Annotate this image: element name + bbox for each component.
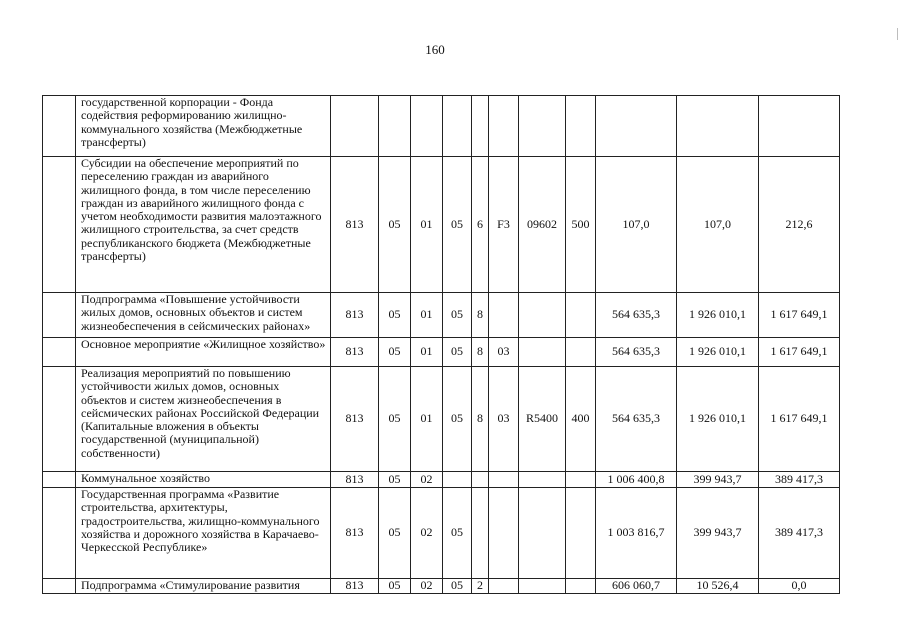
amount-year-1-cell: 107,0 bbox=[596, 157, 677, 293]
subprogram-code-cell: 6 bbox=[472, 157, 489, 293]
amount-year-3-cell: 212,6 bbox=[759, 157, 840, 293]
amount-year-3-cell: 389 417,3 bbox=[759, 472, 840, 488]
subsection-code-cell: 01 bbox=[411, 367, 443, 472]
subprogram-code-cell: 8 bbox=[472, 338, 489, 367]
amount-year-2-cell: 1 926 010,1 bbox=[677, 293, 759, 338]
subprogram-code-cell: 2 bbox=[472, 579, 489, 594]
program-code-cell bbox=[443, 472, 472, 488]
item-name-cell: Подпрограмма «Стимулирование развития bbox=[76, 579, 331, 594]
ministry-code-cell: 813 bbox=[331, 338, 379, 367]
blank-cell bbox=[43, 338, 76, 367]
expense-type-code-cell bbox=[566, 579, 596, 594]
main-activity-code-cell bbox=[489, 96, 519, 157]
ministry-code-cell bbox=[331, 96, 379, 157]
expense-direction-code-cell: 09602 bbox=[519, 157, 566, 293]
budget-table bbox=[42, 95, 840, 594]
subprogram-code-cell bbox=[472, 488, 489, 579]
expense-direction-code-cell bbox=[519, 472, 566, 488]
amount-year-1-cell: 564 635,3 bbox=[596, 367, 677, 472]
section-code-cell: 05 bbox=[379, 367, 411, 472]
table-row bbox=[43, 579, 840, 594]
ministry-code-cell: 813 bbox=[331, 367, 379, 472]
item-name-cell: Основное мероприятие «Жилищное хозяйство» bbox=[76, 338, 331, 367]
main-activity-code-cell bbox=[489, 293, 519, 338]
program-code-cell: 05 bbox=[443, 157, 472, 293]
program-code-cell: 05 bbox=[443, 338, 472, 367]
amount-year-2-cell: 1 926 010,1 bbox=[677, 367, 759, 472]
ministry-code-cell: 813 bbox=[331, 579, 379, 594]
main-activity-code-cell bbox=[489, 472, 519, 488]
amount-year-3-cell: 389 417,3 bbox=[759, 488, 840, 579]
subprogram-code-cell bbox=[472, 96, 489, 157]
expense-type-code-cell: 500 bbox=[566, 157, 596, 293]
ministry-code-cell: 813 bbox=[331, 293, 379, 338]
section-code-cell: 05 bbox=[379, 579, 411, 594]
section-code-cell: 05 bbox=[379, 338, 411, 367]
expense-type-code-cell bbox=[566, 488, 596, 579]
ministry-code-cell: 813 bbox=[331, 157, 379, 293]
edge-mark bbox=[897, 28, 898, 40]
amount-year-3-cell bbox=[759, 96, 840, 157]
amount-year-2-cell: 399 943,7 bbox=[677, 488, 759, 579]
amount-year-1-cell: 1 003 816,7 bbox=[596, 488, 677, 579]
item-name-cell: Реализация мероприятий по повышению устойчивости жилых домов, основных объектов и систем жизнеобеспечения в сейсмических районах Российской Федерации (Капитальные вложения в объекты государственной (муниципальной) собственности) bbox=[76, 367, 331, 472]
subprogram-code-cell: 8 bbox=[472, 293, 489, 338]
item-name-cell: Подпрограмма «Повышение устойчивости жилых домов, основных объектов и систем жизнеобеспечения в сейсмических районах» bbox=[76, 293, 331, 338]
subsection-code-cell bbox=[411, 96, 443, 157]
amount-year-1-cell: 1 006 400,8 bbox=[596, 472, 677, 488]
ministry-code-cell: 813 bbox=[331, 488, 379, 579]
amount-year-1-cell bbox=[596, 96, 677, 157]
amount-year-1-cell: 564 635,3 bbox=[596, 338, 677, 367]
blank-cell bbox=[43, 157, 76, 293]
expense-type-code-cell: 400 bbox=[566, 367, 596, 472]
table-row bbox=[43, 338, 840, 367]
table-row bbox=[43, 472, 840, 488]
blank-cell bbox=[43, 367, 76, 472]
item-name-cell: Государственная программа «Развитие строительства, архитектуры, градостроительства, жилищно-коммунального хозяйства и дорожного хозяйства в Карачаево-Черкесской Республике» bbox=[76, 488, 331, 579]
subsection-code-cell: 02 bbox=[411, 472, 443, 488]
blank-cell bbox=[43, 293, 76, 338]
amount-year-1-cell: 606 060,7 bbox=[596, 579, 677, 594]
expense-type-code-cell bbox=[566, 472, 596, 488]
blank-cell bbox=[43, 579, 76, 594]
subsection-code-cell: 01 bbox=[411, 338, 443, 367]
subsection-code-cell: 01 bbox=[411, 157, 443, 293]
section-code-cell: 05 bbox=[379, 157, 411, 293]
expense-direction-code-cell bbox=[519, 579, 566, 594]
blank-cell bbox=[43, 488, 76, 579]
program-code-cell bbox=[443, 96, 472, 157]
table-row bbox=[43, 488, 840, 579]
expense-direction-code-cell bbox=[519, 488, 566, 579]
amount-year-1-cell: 564 635,3 bbox=[596, 293, 677, 338]
item-name-cell: Коммунальное хозяйство bbox=[76, 472, 331, 488]
section-code-cell: 05 bbox=[379, 472, 411, 488]
main-activity-code-cell: 03 bbox=[489, 367, 519, 472]
blank-cell bbox=[43, 472, 76, 488]
program-code-cell: 05 bbox=[443, 488, 472, 579]
expense-direction-code-cell: R5400 bbox=[519, 367, 566, 472]
subprogram-code-cell bbox=[472, 472, 489, 488]
amount-year-3-cell: 0,0 bbox=[759, 579, 840, 594]
subprogram-code-cell: 8 bbox=[472, 367, 489, 472]
section-code-cell: 05 bbox=[379, 293, 411, 338]
subsection-code-cell: 01 bbox=[411, 293, 443, 338]
item-name-cell: Субсидии на обеспечение мероприятий по переселению граждан из аварийного жилищного фонда, в том числе переселению граждан из аварийного жилищного фонда с учетом необходимости развития малоэтажного жилищного строительства, за счет средств республиканского бюджета (Межбюджетные трансферты) bbox=[76, 157, 331, 293]
page-number: 160 bbox=[425, 42, 445, 57]
section-code-cell bbox=[379, 96, 411, 157]
main-activity-code-cell bbox=[489, 579, 519, 594]
amount-year-2-cell: 1 926 010,1 bbox=[677, 338, 759, 367]
expense-type-code-cell bbox=[566, 96, 596, 157]
expense-direction-code-cell bbox=[519, 338, 566, 367]
table-row bbox=[43, 157, 840, 293]
blank-cell bbox=[43, 96, 76, 157]
amount-year-2-cell: 399 943,7 bbox=[677, 472, 759, 488]
amount-year-2-cell: 10 526,4 bbox=[677, 579, 759, 594]
amount-year-2-cell: 107,0 bbox=[677, 157, 759, 293]
section-code-cell: 05 bbox=[379, 488, 411, 579]
program-code-cell: 05 bbox=[443, 293, 472, 338]
main-activity-code-cell bbox=[489, 488, 519, 579]
expense-direction-code-cell bbox=[519, 96, 566, 157]
program-code-cell: 05 bbox=[443, 579, 472, 594]
amount-year-2-cell bbox=[677, 96, 759, 157]
expense-direction-code-cell bbox=[519, 293, 566, 338]
main-activity-code-cell: F3 bbox=[489, 157, 519, 293]
program-code-cell: 05 bbox=[443, 367, 472, 472]
table-row bbox=[43, 367, 840, 472]
table-row bbox=[43, 96, 840, 157]
expense-type-code-cell bbox=[566, 293, 596, 338]
main-activity-code-cell: 03 bbox=[489, 338, 519, 367]
amount-year-3-cell: 1 617 649,1 bbox=[759, 338, 840, 367]
ministry-code-cell: 813 bbox=[331, 472, 379, 488]
amount-year-3-cell: 1 617 649,1 bbox=[759, 293, 840, 338]
subsection-code-cell: 02 bbox=[411, 488, 443, 579]
table-row bbox=[43, 293, 840, 338]
subsection-code-cell: 02 bbox=[411, 579, 443, 594]
item-name-cell: государственной корпорации - Фонда содействия реформированию жилищно-коммунального хозяйства (Межбюджетные трансферты) bbox=[76, 96, 331, 157]
expense-type-code-cell bbox=[566, 338, 596, 367]
amount-year-3-cell: 1 617 649,1 bbox=[759, 367, 840, 472]
